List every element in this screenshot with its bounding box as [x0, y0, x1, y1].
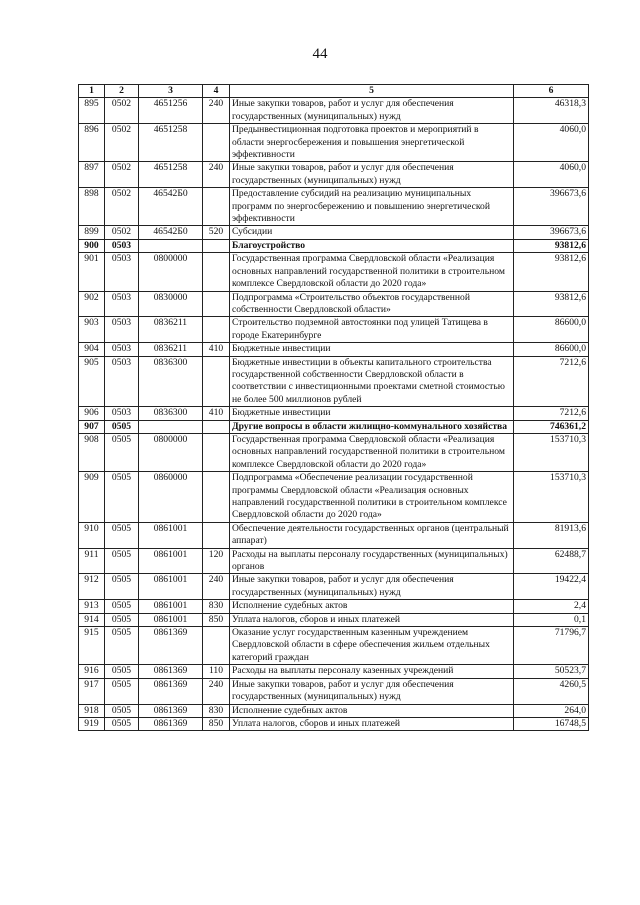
section-cell: 0503 — [105, 356, 139, 407]
expense-type-cell: 850 — [203, 613, 230, 626]
expense-type-cell: 110 — [203, 665, 230, 678]
description-cell: Бюджетные инвестиции — [230, 407, 514, 420]
amount-cell: 7212,6 — [514, 407, 589, 420]
expense-type-cell — [203, 472, 230, 523]
description-cell: Подпрограмма «Строительство объектов государственной собственности Свердловской области» — [230, 291, 514, 317]
table-row — [79, 433, 589, 471]
table-row — [79, 291, 589, 317]
row-number-cell: 908 — [79, 433, 105, 471]
row-number-cell: 917 — [79, 678, 105, 704]
row-number-cell: 895 — [79, 98, 105, 124]
table-body — [79, 98, 589, 731]
target-code-cell: 0861001 — [139, 574, 203, 600]
description-cell: Государственная программа Свердловской области «Реализация основных направлений государственной политики в строительном комплексе Свердловской области до 2020 года» — [230, 253, 514, 291]
section-cell: 0503 — [105, 343, 139, 356]
table-row — [79, 717, 589, 730]
section-cell: 0502 — [105, 124, 139, 162]
description-cell: Предынвестиционная подготовка проектов и мероприятий в области энергосбережения и повышения энергетической эффективности — [230, 124, 514, 162]
expense-type-cell: 520 — [203, 226, 230, 239]
expense-type-cell — [203, 124, 230, 162]
target-code-cell: 0861369 — [139, 665, 203, 678]
budget-table — [78, 84, 589, 731]
row-number-cell: 918 — [79, 704, 105, 717]
table-row — [79, 343, 589, 356]
section-cell: 0502 — [105, 226, 139, 239]
amount-cell: 153710,3 — [514, 472, 589, 523]
amount-cell: 93812,6 — [514, 253, 589, 291]
description-cell: Расходы на выплаты персоналу казенных учреждений — [230, 665, 514, 678]
table-row — [79, 613, 589, 626]
expense-type-cell: 240 — [203, 98, 230, 124]
table-row — [79, 420, 589, 433]
expense-type-cell: 410 — [203, 343, 230, 356]
row-number-cell: 900 — [79, 239, 105, 252]
table-row — [79, 253, 589, 291]
target-code-cell — [139, 239, 203, 252]
expense-type-cell: 120 — [203, 548, 230, 574]
row-number-cell: 919 — [79, 717, 105, 730]
description-cell: Оказание услуг государственным казенным учреждением Свердловской области в сфере обеспечения жильем отдельных категорий граждан — [230, 627, 514, 665]
description-cell: Иные закупки товаров, работ и услуг для обеспечения государственных (муниципальных) нужд — [230, 574, 514, 600]
header-col-4: 4 — [203, 85, 230, 98]
expense-type-cell: 240 — [203, 678, 230, 704]
header-col-3: 3 — [139, 85, 203, 98]
table-row — [79, 522, 589, 548]
expense-type-cell — [203, 627, 230, 665]
section-cell: 0505 — [105, 704, 139, 717]
section-cell: 0505 — [105, 548, 139, 574]
description-cell: Обеспечение деятельности государственных органов (центральный аппарат) — [230, 522, 514, 548]
amount-cell: 71796,7 — [514, 627, 589, 665]
amount-cell: 4260,5 — [514, 678, 589, 704]
expense-type-cell — [203, 253, 230, 291]
header-col-2: 2 — [105, 85, 139, 98]
section-cell: 0503 — [105, 253, 139, 291]
description-cell: Государственная программа Свердловской области «Реализация основных направлений государственной политики в строительном комплексе Свердловской области до 2020 года» — [230, 433, 514, 471]
target-code-cell: 0861001 — [139, 522, 203, 548]
section-cell: 0505 — [105, 678, 139, 704]
amount-cell: 2,4 — [514, 600, 589, 613]
target-code-cell: 0836211 — [139, 343, 203, 356]
row-number-cell: 909 — [79, 472, 105, 523]
row-number-cell: 904 — [79, 343, 105, 356]
target-code-cell: 0861369 — [139, 704, 203, 717]
amount-cell: 93812,6 — [514, 291, 589, 317]
table-row — [79, 98, 589, 124]
row-number-cell: 907 — [79, 420, 105, 433]
section-cell: 0505 — [105, 613, 139, 626]
section-cell: 0505 — [105, 522, 139, 548]
amount-cell: 264,0 — [514, 704, 589, 717]
amount-cell: 86600,0 — [514, 317, 589, 343]
table-row — [79, 627, 589, 665]
target-code-cell: 0800000 — [139, 433, 203, 471]
section-cell: 0505 — [105, 420, 139, 433]
section-cell: 0502 — [105, 188, 139, 226]
expense-type-cell — [203, 522, 230, 548]
description-cell: Бюджетные инвестиции — [230, 343, 514, 356]
target-code-cell: 0861369 — [139, 627, 203, 665]
section-cell: 0505 — [105, 600, 139, 613]
target-code-cell: 0836211 — [139, 317, 203, 343]
section-cell: 0502 — [105, 98, 139, 124]
table-row — [79, 472, 589, 523]
expense-type-cell — [203, 188, 230, 226]
row-number-cell: 910 — [79, 522, 105, 548]
description-cell: Иные закупки товаров, работ и услуг для обеспечения государственных (муниципальных) нужд — [230, 98, 514, 124]
description-cell: Иные закупки товаров, работ и услуг для обеспечения государственных (муниципальных) нужд — [230, 162, 514, 188]
target-code-cell: 0861001 — [139, 613, 203, 626]
target-code-cell: 0861369 — [139, 678, 203, 704]
description-cell: Уплата налогов, сборов и иных платежей — [230, 613, 514, 626]
target-code-cell: 4651258 — [139, 162, 203, 188]
section-cell: 0505 — [105, 665, 139, 678]
row-number-cell: 915 — [79, 627, 105, 665]
row-number-cell: 901 — [79, 253, 105, 291]
row-number-cell: 897 — [79, 162, 105, 188]
table-row — [79, 678, 589, 704]
expense-type-cell — [203, 420, 230, 433]
description-cell: Исполнение судебных актов — [230, 704, 514, 717]
description-cell: Бюджетные инвестиции в объекты капитального строительства государственной собственности Свердловской области в соответствии с инвестиционными проектами сметной стоимостью не более 500 миллионов рублей — [230, 356, 514, 407]
expense-type-cell: 830 — [203, 704, 230, 717]
amount-cell: 746361,2 — [514, 420, 589, 433]
amount-cell: 16748,5 — [514, 717, 589, 730]
section-cell: 0505 — [105, 472, 139, 523]
table-row — [79, 317, 589, 343]
row-number-cell: 911 — [79, 548, 105, 574]
target-code-cell: 0830000 — [139, 291, 203, 317]
amount-cell: 4060,0 — [514, 162, 589, 188]
section-cell: 0503 — [105, 291, 139, 317]
amount-cell: 50523,7 — [514, 665, 589, 678]
target-code-cell: 46542Б0 — [139, 226, 203, 239]
target-code-cell: 4651258 — [139, 124, 203, 162]
section-cell: 0505 — [105, 433, 139, 471]
row-number-cell: 903 — [79, 317, 105, 343]
table-row — [79, 124, 589, 162]
amount-cell: 81913,6 — [514, 522, 589, 548]
target-code-cell: 0861001 — [139, 600, 203, 613]
amount-cell: 62488,7 — [514, 548, 589, 574]
section-cell: 0505 — [105, 627, 139, 665]
table-row — [79, 704, 589, 717]
row-number-cell: 916 — [79, 665, 105, 678]
row-number-cell: 905 — [79, 356, 105, 407]
description-cell: Иные закупки товаров, работ и услуг для обеспечения государственных (муниципальных) нужд — [230, 678, 514, 704]
description-cell: Строительство подземной автостоянки под улицей Татищева в городе Екатеринбурге — [230, 317, 514, 343]
amount-cell: 19422,4 — [514, 574, 589, 600]
table-row — [79, 600, 589, 613]
row-number-cell: 899 — [79, 226, 105, 239]
section-cell: 0505 — [105, 717, 139, 730]
section-cell: 0503 — [105, 239, 139, 252]
table-header — [79, 85, 589, 98]
row-number-cell: 902 — [79, 291, 105, 317]
table-row — [79, 226, 589, 239]
description-cell: Благоустройство — [230, 239, 514, 252]
amount-cell: 396673,6 — [514, 188, 589, 226]
amount-cell: 396673,6 — [514, 226, 589, 239]
expense-type-cell: 240 — [203, 162, 230, 188]
target-code-cell: 0860000 — [139, 472, 203, 523]
amount-cell: 153710,3 — [514, 433, 589, 471]
amount-cell: 7212,6 — [514, 356, 589, 407]
table-row — [79, 574, 589, 600]
description-cell: Другие вопросы в области жилищно-коммунального хозяйства — [230, 420, 514, 433]
description-cell: Уплата налогов, сборов и иных платежей — [230, 717, 514, 730]
description-cell: Субсидии — [230, 226, 514, 239]
expense-type-cell — [203, 239, 230, 252]
amount-cell: 93812,6 — [514, 239, 589, 252]
table-row — [79, 188, 589, 226]
target-code-cell: 46542Б0 — [139, 188, 203, 226]
row-number-cell: 906 — [79, 407, 105, 420]
header-col-1: 1 — [79, 85, 105, 98]
table-row — [79, 548, 589, 574]
section-cell: 0503 — [105, 407, 139, 420]
target-code-cell: 0861369 — [139, 717, 203, 730]
expense-type-cell — [203, 356, 230, 407]
expense-type-cell — [203, 317, 230, 343]
table-row — [79, 665, 589, 678]
expense-type-cell — [203, 291, 230, 317]
expense-type-cell: 830 — [203, 600, 230, 613]
row-number-cell: 898 — [79, 188, 105, 226]
table-row — [79, 162, 589, 188]
target-code-cell — [139, 420, 203, 433]
row-number-cell: 896 — [79, 124, 105, 162]
description-cell: Расходы на выплаты персоналу государственных (муниципальных) органов — [230, 548, 514, 574]
target-code-cell: 4651256 — [139, 98, 203, 124]
expense-type-cell — [203, 433, 230, 471]
description-cell: Подпрограмма «Обеспечение реализации государственной программы Свердловской области «Реализация основных направлений государственной политики в строительном комплексе Свердловской области до 2020 года» — [230, 472, 514, 523]
expense-type-cell: 240 — [203, 574, 230, 600]
description-cell: Исполнение судебных актов — [230, 600, 514, 613]
description-cell: Предоставление субсидий на реализацию муниципальных программ по энергосбережению и повышению энергетической эффективности — [230, 188, 514, 226]
target-code-cell: 0800000 — [139, 253, 203, 291]
row-number-cell: 914 — [79, 613, 105, 626]
section-cell: 0502 — [105, 162, 139, 188]
target-code-cell: 0861001 — [139, 548, 203, 574]
table-row — [79, 356, 589, 407]
expense-type-cell: 410 — [203, 407, 230, 420]
page-number: 44 — [312, 46, 328, 62]
target-code-cell: 0836300 — [139, 407, 203, 420]
amount-cell: 46318,3 — [514, 98, 589, 124]
section-cell: 0503 — [105, 317, 139, 343]
header-col-6: 6 — [514, 85, 589, 98]
amount-cell: 4060,0 — [514, 124, 589, 162]
target-code-cell: 0836300 — [139, 356, 203, 407]
amount-cell: 86600,0 — [514, 343, 589, 356]
table-row — [79, 407, 589, 420]
expense-type-cell: 850 — [203, 717, 230, 730]
section-cell: 0505 — [105, 574, 139, 600]
amount-cell: 0,1 — [514, 613, 589, 626]
row-number-cell: 912 — [79, 574, 105, 600]
table-row — [79, 239, 589, 252]
row-number-cell: 913 — [79, 600, 105, 613]
header-col-5: 5 — [230, 85, 514, 98]
